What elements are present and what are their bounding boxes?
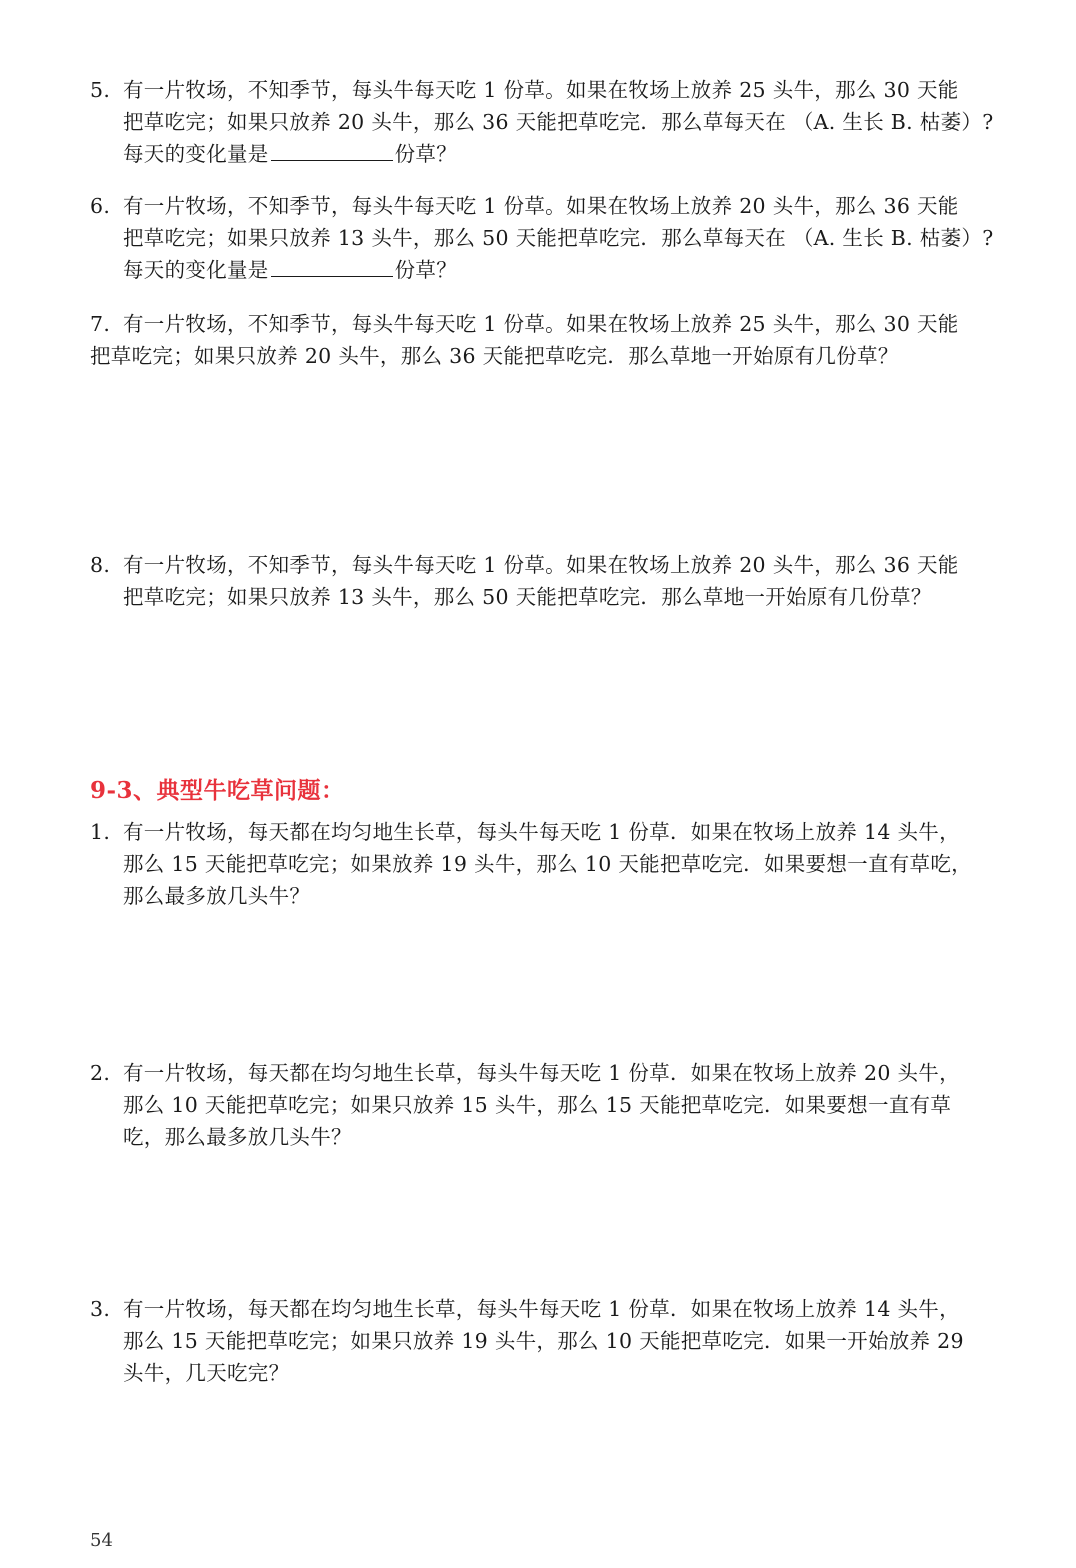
problem-text-line: 那么 15 天能把草吃完；如果放养 19 头牛，那么 10 天能把草吃完．如果要想一直有草吃， (123, 852, 972, 876)
answer-unit: 份草？ (394, 142, 458, 166)
problem-text-line: 把草吃完；如果只放养 13 头牛，那么 50 天能把草吃完．那么草地一开始原有几份草？ (123, 585, 932, 609)
problem-5 (90, 74, 1020, 170)
problem-text-line: 有一片牧场，不知季节，每头牛每天吃 1 份草。如果在牧场上放养 20 头牛，那么 36 天能 (123, 553, 959, 577)
problem-number: 1. (90, 820, 111, 844)
problem-9-3-2 (90, 1057, 1020, 1153)
problem-text-line: 有一片牧场，每天都在均匀地生长草，每头牛每天吃 1 份草．如果在牧场上放养 20 头牛， (123, 1061, 960, 1085)
problem-text-line: 那么 15 天能把草吃完；如果只放养 19 头牛，那么 10 天能把草吃完．如果一开始放养 29 (123, 1329, 964, 1353)
problem-9-3-1 (90, 816, 1020, 912)
problem-9-3-3 (90, 1293, 1020, 1389)
problem-text-line: 把草吃完；如果只放养 13 头牛，那么 50 天能把草吃完．那么草每天在 （A. 生长 B. 枯萎）? (123, 226, 994, 250)
page-number: 54 (90, 1530, 113, 1551)
answer-prompt: 每天的变化量是 (123, 258, 269, 282)
problem-8 (90, 549, 1020, 613)
answer-unit: 份草？ (394, 258, 458, 282)
answer-blank[interactable] (271, 140, 393, 161)
problem-text-line: 有一片牧场，每天都在均匀地生长草，每头牛每天吃 1 份草．如果在牧场上放养 14 头牛， (123, 1297, 960, 1321)
problem-text-line: 有一片牧场，不知季节，每头牛每天吃 1 份草。如果在牧场上放养 25 头牛，那么 30 天能 (123, 312, 959, 336)
problem-number: 8. (90, 553, 111, 577)
problem-text-line: 吃，那么最多放几头牛？ (123, 1125, 352, 1149)
problem-text-line: 把草吃完；如果只放养 20 头牛，那么 36 天能把草吃完．那么草每天在 （A. 生长 B. 枯萎）? (123, 110, 994, 134)
problem-7 (90, 308, 1020, 372)
section-heading: 9-3、典型牛吃草问题： (90, 777, 345, 804)
problem-text-line: 那么 10 天能把草吃完；如果只放养 15 头牛，那么 15 天能把草吃完．如果要想一直有草 (123, 1093, 952, 1117)
problem-text-line: 有一片牧场，不知季节，每头牛每天吃 1 份草。如果在牧场上放养 25 头牛，那么 30 天能 (123, 78, 959, 102)
answer-prompt: 每天的变化量是 (123, 142, 269, 166)
problem-text-line: 有一片牧场，每天都在均匀地生长草，每头牛每天吃 1 份草．如果在牧场上放养 14 头牛， (123, 820, 960, 844)
problem-text-line: 头牛，几天吃完？ (123, 1361, 290, 1385)
problem-text-line: 有一片牧场，不知季节，每头牛每天吃 1 份草。如果在牧场上放养 20 头牛，那么 36 天能 (123, 194, 959, 218)
problem-6 (90, 190, 1020, 286)
problem-number: 6. (90, 194, 111, 218)
problem-number: 5. (90, 78, 111, 102)
problem-number: 2. (90, 1061, 111, 1085)
problem-text-line: 把草吃完；如果只放养 20 头牛，那么 36 天能把草吃完．那么草地一开始原有几份草？ (90, 344, 899, 368)
problem-text-line: 那么最多放几头牛？ (123, 884, 311, 908)
problem-number: 7. (90, 312, 111, 336)
problem-number: 3. (90, 1297, 111, 1321)
answer-blank[interactable] (271, 256, 393, 277)
